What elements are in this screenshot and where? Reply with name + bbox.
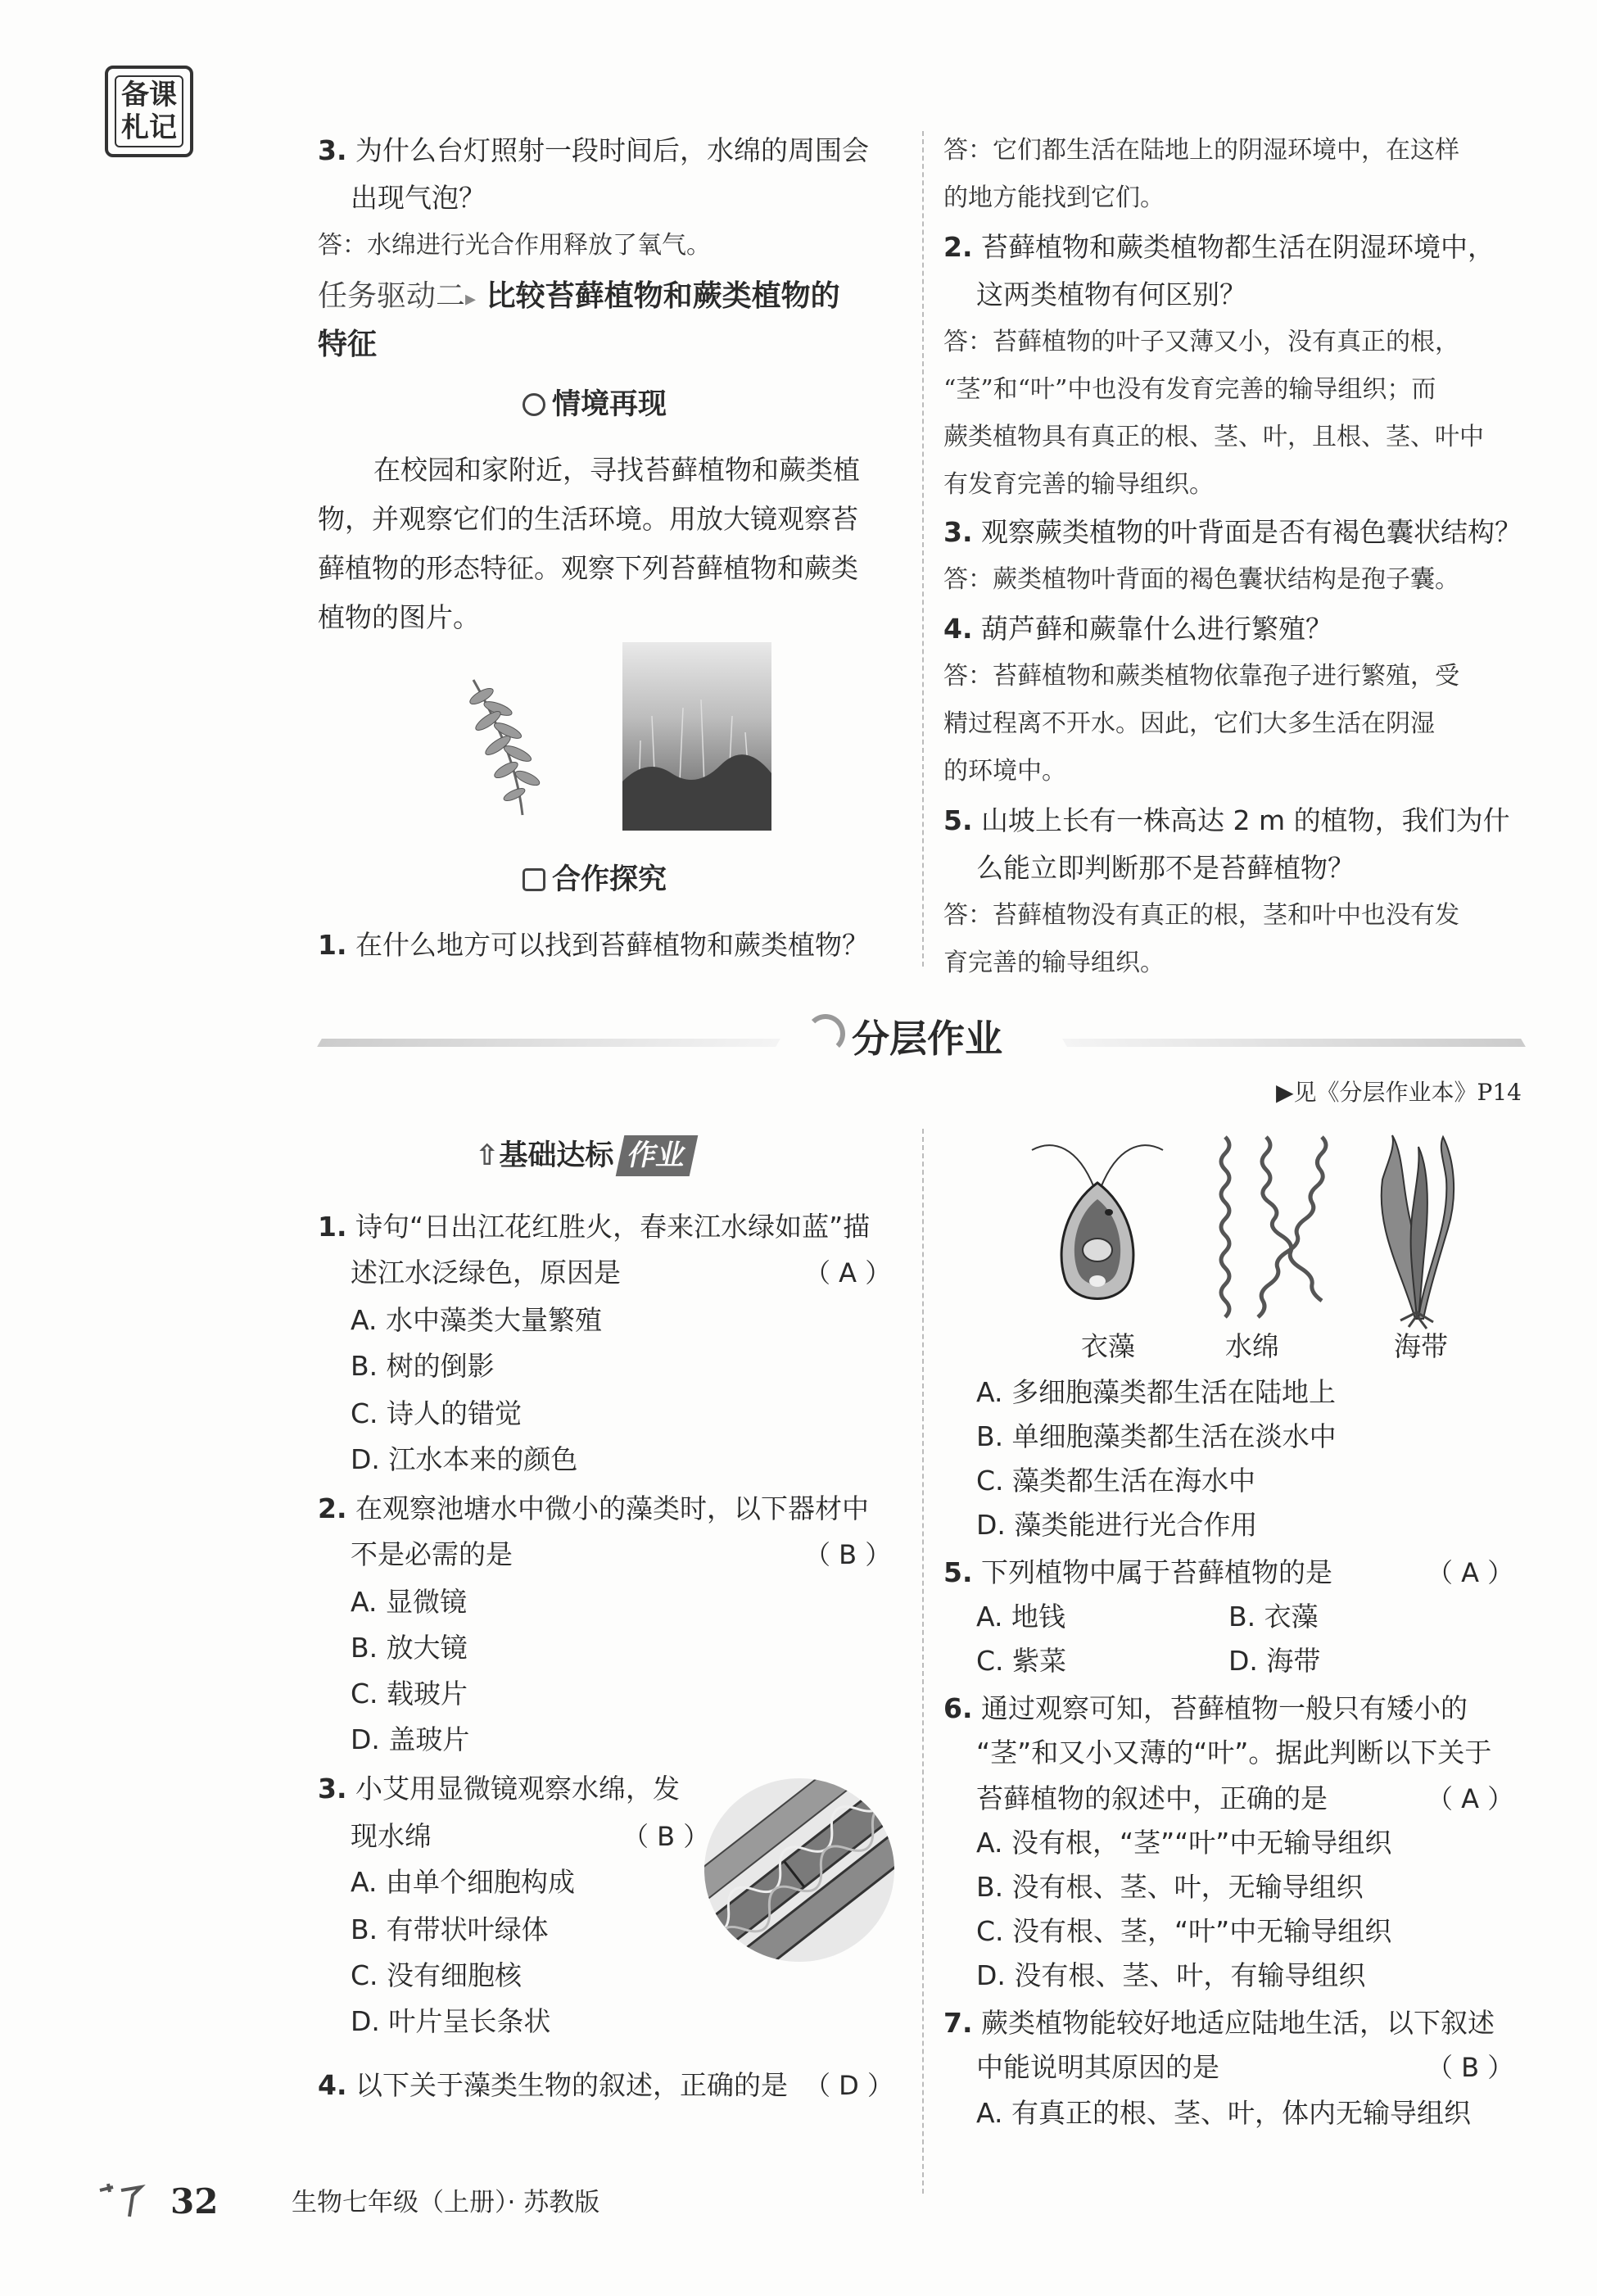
chlamydomonas-illustration [1029,1130,1166,1335]
option: D. 江水本来的颜色 [351,1443,578,1475]
option: D. 没有根、茎、叶，有输导组织 [976,1959,1366,1991]
answer-text: 的环境中。 [943,757,1066,786]
answer-text: 蕨类植物具有真正的根、茎、叶，且根、茎、叶中 [943,423,1484,451]
option: C. 紫菜 [976,1645,1067,1677]
question-text: 现水绵 [351,1820,432,1852]
task-title-cont: 特征 [318,328,378,361]
kelp-illustration [1368,1130,1466,1335]
image-caption: 水绵 [1225,1330,1279,1362]
answer-choice: （ A ） [1427,1783,1514,1814]
question-text: 这两类植物有何区别？ [976,279,1246,310]
book-title: 生物七年级（上册）· 苏教版 [292,2188,600,2217]
notes-logo [105,66,193,157]
option: B. 没有根、茎、叶，无输导组织 [976,1871,1364,1903]
question-text: 不是必需的是 [351,1538,513,1570]
image-caption: 衣藻 [1081,1330,1135,1362]
task-arrow-icon: ▸ [465,287,477,311]
option: A. 没有根，“茎”“叶”中无输导组织 [976,1827,1392,1859]
answer-text: 答：蕨类植物叶背面的褐色囊状结构是孢子囊。 [943,565,1459,594]
answer-text: “茎”和“叶”中也没有发育完善的输导组织；而 [943,375,1436,404]
question-text: 下列植物中属于苔藓植物的是 [981,1556,1332,1588]
option: D. 藻类能进行光合作用 [976,1509,1258,1541]
question-number: 6. [943,1692,973,1724]
logo-line-2: 札记 [121,111,177,144]
option: D. 叶片呈长条状 [351,2005,551,2037]
answer-choice: （ B ） [622,1821,710,1852]
question-number: 4. [943,613,973,645]
question-text: 观察蕨类植物的叶背面是否有褐色囊状结构？ [981,516,1522,548]
answer-text: 精过程离不开水。因此，它们大多生活在阴湿 [943,709,1435,738]
page-number: 32 [170,2181,219,2221]
homework-tag: 作业 [616,1135,699,1176]
option: A. 地钱 [976,1601,1065,1633]
question-text: “茎”和又小又薄的“叶”。据此判断以下关于 [976,1737,1492,1768]
question-number: 5. [943,804,973,836]
coop-icon [523,868,545,891]
spirogyra-illustration [1215,1129,1346,1334]
option: A. 水中藻类大量繁殖 [351,1304,602,1336]
task-title: 比较苔藓植物和蕨类植物的 [486,279,840,313]
option: B. 有带状叶绿体 [351,1913,549,1945]
spirogyra-micrograph [703,1776,896,1964]
column-divider [922,1129,924,2194]
answer-choice: （ B ） [804,1539,892,1570]
question-text: 通过观察可知，苔藓植物一般只有矮小的 [981,1692,1468,1724]
answer-text: 答：水绵进行光合作用释放了氧气。 [318,231,711,260]
coop-title: 合作探究 [552,863,667,896]
option: C. 没有根、茎，“叶”中无输导组织 [976,1915,1392,1947]
question-text: 苔藓植物的叙述中，正确的是 [976,1782,1328,1814]
question-text: 出现气泡？ [351,182,486,214]
scene-text: 植物的图片。 [318,601,480,633]
question-text: 葫芦藓和蕨靠什么进行繁殖？ [981,613,1332,645]
option: C. 没有细胞核 [351,1959,523,1991]
section-rule-right [1062,1039,1526,1047]
scene-text: 藓植物的形态特征。观察下列苔藓植物和蕨类 [318,552,858,584]
question-text: 中能说明其原因的是 [976,2051,1219,2083]
footer-ornament-icon [97,2182,146,2218]
task-label: 任务驱动二 [318,279,466,313]
question-number: 5. [943,1556,973,1588]
scene-title: 情境再现 [552,388,667,421]
question-number: 1. [318,929,347,961]
question-text: 么能立即判断那不是苔藓植物？ [976,852,1355,884]
moss-image [622,642,771,831]
homework-reference: ▶见《分层作业本》P14 [1275,1079,1522,1106]
question-number: 7. [943,2007,973,2039]
scene-text: 在校园和家附近，寻找苔藓植物和蕨类植 [373,454,860,486]
option: A. 由单个细胞构成 [351,1866,575,1898]
section-swirl-icon [806,1014,845,1053]
question-number: 4. [318,2069,347,2101]
answer-text: 答：苔藓植物和蕨类植物依靠孢子进行繁殖，受 [943,662,1459,691]
option: C. 载玻片 [351,1678,468,1710]
question-text: 为什么台灯照射一段时间后，水绵的周围会 [355,134,869,166]
answer-choice: （ A ） [804,1257,892,1288]
answer-text: 答：苔藓植物的叶子又薄又小，没有真正的根， [943,328,1459,356]
answer-text: 育完善的输导组织。 [943,949,1165,977]
section-header [311,1009,1531,1075]
option: B. 单细胞藻类都生活在淡水中 [976,1420,1337,1452]
option: A. 有真正的根、茎、叶，体内无输导组织 [976,2097,1471,2129]
question-text: 述江水泛绿色，原因是 [351,1257,621,1288]
image-caption: 海带 [1394,1330,1448,1362]
question-text: 在什么地方可以找到苔藓植物和蕨类植物？ [355,929,869,961]
question-number: 2. [318,1492,347,1524]
question-text: 小艾用显微镜观察水绵，发 [355,1773,680,1805]
option: D. 盖玻片 [351,1723,470,1755]
basic-label: 基础达标 [499,1139,614,1172]
answer-text: 答：它们都生活在陆地上的阴湿环境中，在这样 [943,136,1459,165]
option: C. 诗人的错觉 [351,1397,523,1429]
section-rule-left [317,1039,780,1047]
option: A. 多细胞藻类都生活在陆地上 [976,1376,1336,1408]
question-number: 3. [318,134,347,166]
option: B. 衣藻 [1228,1601,1319,1633]
question-text: 以下关于藻类生物的叙述，正确的是 [355,2069,788,2101]
question-text: 蕨类植物能较好地适应陆地生活，以下叙述 [981,2007,1495,2039]
option: B. 放大镜 [351,1632,468,1664]
answer-text: 答：苔藓植物没有真正的根，茎和叶中也没有发 [943,901,1459,930]
option: C. 藻类都生活在海水中 [976,1465,1256,1497]
answer-choice: （ A ） [1427,1557,1514,1588]
answer-text: 有发育完善的输导组织。 [943,470,1214,499]
column-divider [922,131,924,967]
fern-image [449,663,572,819]
question-number: 1. [318,1211,347,1243]
question-number: 3. [318,1773,347,1805]
question-number: 3. [943,516,973,548]
option: B. 树的倒影 [351,1350,495,1382]
option: A. 显微镜 [351,1586,467,1618]
question-text: 山坡上长有一株高达 2 m 的植物，我们为什 [981,804,1510,836]
question-text: 在观察池塘水中微小的藻类时，以下器材中 [355,1492,869,1524]
answer-choice: （ B ） [1427,2052,1514,2083]
scene-text: 物，并观察它们的生活环境。用放大镜观察苔 [318,503,858,535]
answer-choice: （ D ） [804,2070,894,2101]
question-number: 2. [943,231,973,263]
question-text: 诗句“日出江花红胜火，春来江水绿如蓝”描 [355,1211,871,1243]
answer-text: 的地方能找到它们。 [943,183,1165,212]
scene-icon [523,393,545,416]
basic-arrow-icon: ⇧ [475,1139,500,1172]
question-text: 苔藓植物和蕨类植物都生活在阴湿环境中， [981,231,1495,263]
section-title: 分层作业 [852,1017,1002,1061]
option: D. 海带 [1228,1645,1321,1677]
logo-line-1: 备课 [121,79,177,111]
